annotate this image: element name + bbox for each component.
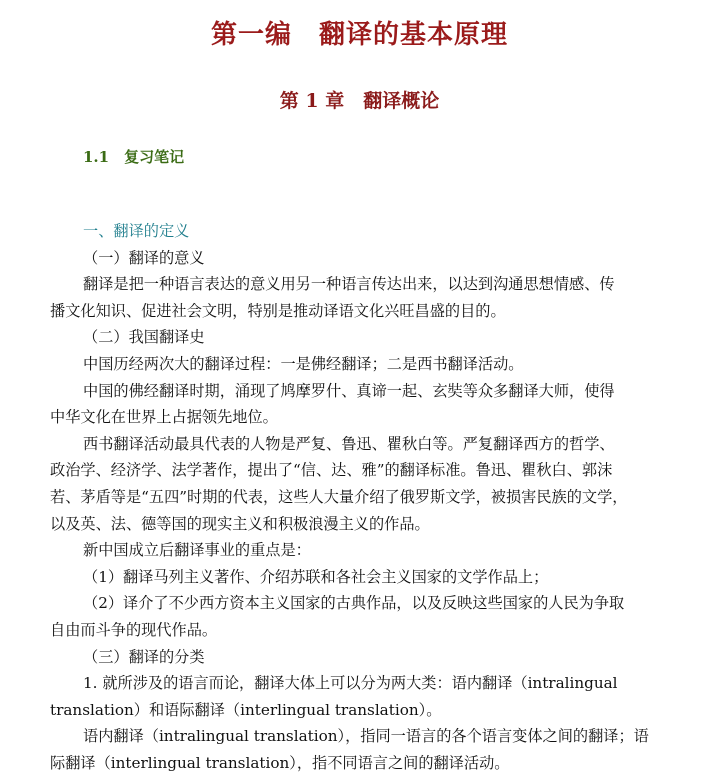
section-heading-line: 一、翻译的定义 xyxy=(83,222,190,240)
chapter-title: 第 1 章 翻译概论 xyxy=(279,90,440,112)
text-line: 新中国成立后翻译事业的重点是： xyxy=(83,541,311,560)
text-line: 播文化知识、促进社会文明，特别是推动译语文化兴旺昌盛的目的。 xyxy=(50,301,506,320)
text-line: （三）翻译的分类 xyxy=(83,647,205,666)
text-line: 语内翻译（intralingual translation），指同一语言的各个语言变体之间的翻译；语 xyxy=(83,727,649,746)
part-title: 第一编 翻译的基本原理 xyxy=(210,20,508,50)
text-line: 政治学、经济学、法学著作，提出了“信、达、雅”的翻译标准。鲁迅、瞿秋白、郭沫 xyxy=(50,461,613,480)
text-line: 1. 就所涉及的语言而论，翻译大体上可以分为两大类：语内翻译（intralingual xyxy=(83,674,618,693)
text-line: （二）我国翻译史 xyxy=(83,328,205,347)
text-line: 以及英、法、德等国的现实主义和积极浪漫主义的作品。 xyxy=(50,514,430,533)
text-line: 自由而斗争的现代作品。 xyxy=(50,620,218,639)
text-line: 际翻译（interlingual translation），指不同语言之间的翻译活动。 xyxy=(50,753,510,772)
text-line: 西书翻译活动最具代表的人物是严复、鲁迅、瞿秋白等。严复翻译西方的哲学、 xyxy=(83,434,615,453)
body-text xyxy=(50,218,672,776)
text-line: 中国的佛经翻译时期，涌现了鸠摩罗什、真谛一起、玄奘等众多翻译大师，使得 xyxy=(83,381,615,400)
text-line: 中国历经两次大的翻译过程：一是佛经翻译；二是西书翻译活动。 xyxy=(83,354,524,373)
text-line: 翻译是把一种语言表达的意义用另一种语言传达出来，以达到沟通思想情感、传 xyxy=(83,275,615,294)
text-line: 若、茅盾等是“五四”时期的代表，这些人大量介绍了俄罗斯文学，被损害民族的文学， xyxy=(50,487,628,506)
text-line: （一）翻译的意义 xyxy=(83,248,205,267)
text-line: 中华文化在世界上占据领先地位。 xyxy=(50,408,278,427)
text-line: （2）译介了不少西方资本主义国家的古典作品，以及反映这些国家的人民为争取 xyxy=(83,594,625,613)
text-line: translation）和语际翻译（interlingual translation）。 xyxy=(50,700,442,719)
section-title: 1.1 复习笔记 xyxy=(83,148,185,166)
text-line: （1）翻译马列主义著作、介绍苏联和各社会主义国家的文学作品上； xyxy=(83,567,549,586)
